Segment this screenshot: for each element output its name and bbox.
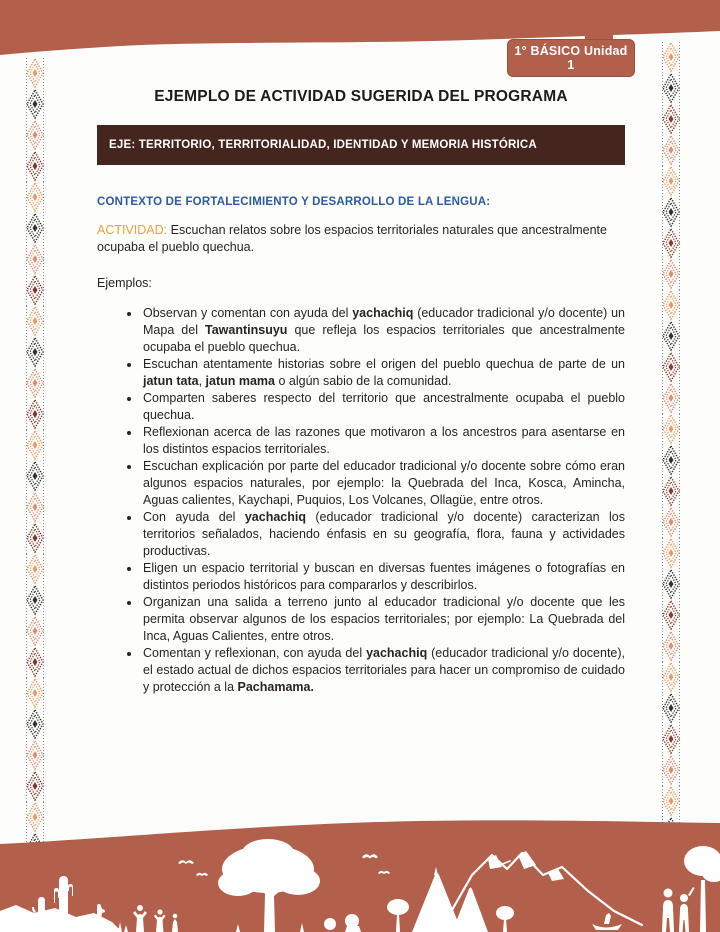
document-body (97, 80, 625, 696)
example-list-item: • Eligen un espacio territorial y buscan en diversas fuentes imágenes o fotografías en distintos periodos históricos para compararlos y describirlos. (141, 560, 625, 594)
example-list-item: • Observan y comentan con ayuda del yachachiq (educador tradicional y/o docente) un Mapa del Tawantinsuyu que refleja los espacios territoriales que ancestralmente ocupaba el pueblo quechua. (141, 305, 625, 356)
right-textile-border (661, 42, 681, 837)
page-title: EJEMPLO DE ACTIVIDAD SUGERIDA DEL PROGRAMA (154, 88, 568, 105)
footer-landscape-illustration (0, 817, 720, 932)
example-list-item: • Organizan una salida a terreno junto al educador tradicional y/o docente que les permita observar algunos de los espacios territoriales; por ejemplo: La Quebrada del Inca, Aguas Calientes, entre otros. (141, 594, 625, 645)
example-list-item: • Comentan y reflexionan, con ayuda del yachachiq (educador tradicional y/o docente), el estado actual de dichos espacios territoriales para hacer un compromiso de cuidado y protección a la Pachamama. (141, 645, 625, 696)
example-list-item: • Comparten saberes respecto del territorio que ancestralmente ocupaba el pueblo quechua. (141, 390, 625, 424)
activity-paragraph (97, 222, 625, 256)
unit-badge: 1° BÁSICO Unidad 1 (507, 39, 635, 77)
examples-list (97, 305, 625, 696)
eje-banner: EJE: TERRITORIO, TERRITORIALIDAD, IDENTIDAD Y MEMORIA HISTÓRICA (97, 125, 625, 165)
examples-heading: Ejemplos: (97, 276, 152, 290)
bush-silhouette (324, 918, 336, 930)
left-textile-border (25, 58, 45, 848)
activity-label: ACTIVIDAD: (97, 223, 168, 237)
context-heading: CONTEXTO DE FORTALECIMIENTO Y DESARROLLO DE LA LENGUA: (97, 196, 491, 208)
example-list-item: • Reflexionan acerca de las razones que motivaron a los ancestros para asentarse en los distintos espacios territoriales. (141, 424, 625, 458)
activity-text: Escuchan relatos sobre los espacios territoriales naturales que ancestralmente ocupaba el pueblo quechua. (97, 223, 607, 254)
bush-silhouette (345, 914, 359, 928)
example-list-item: • Escuchan explicación por parte del educador tradicional y/o docente sobre cómo eran algunos espacios naturales, por ejemplo: la Quebrada del Inca, Kosca, Amincha, Aguas calientes, Kaychapi, Puquios, Los Volcanes, Ollagüe, entre otros. (141, 458, 625, 509)
example-list-item: • Escuchan atentamente historias sobre el origen del pueblo quechua de parte de un jatun tata, jatun mama o algún sabio de la comunidad. (141, 356, 625, 390)
example-list-item: • Con ayuda del yachachiq (educador tradicional y/o docente) caracterizan los territorios señalados, haciendo énfasis en su geografía, flora, fauna y actividades productivas. (141, 509, 625, 560)
